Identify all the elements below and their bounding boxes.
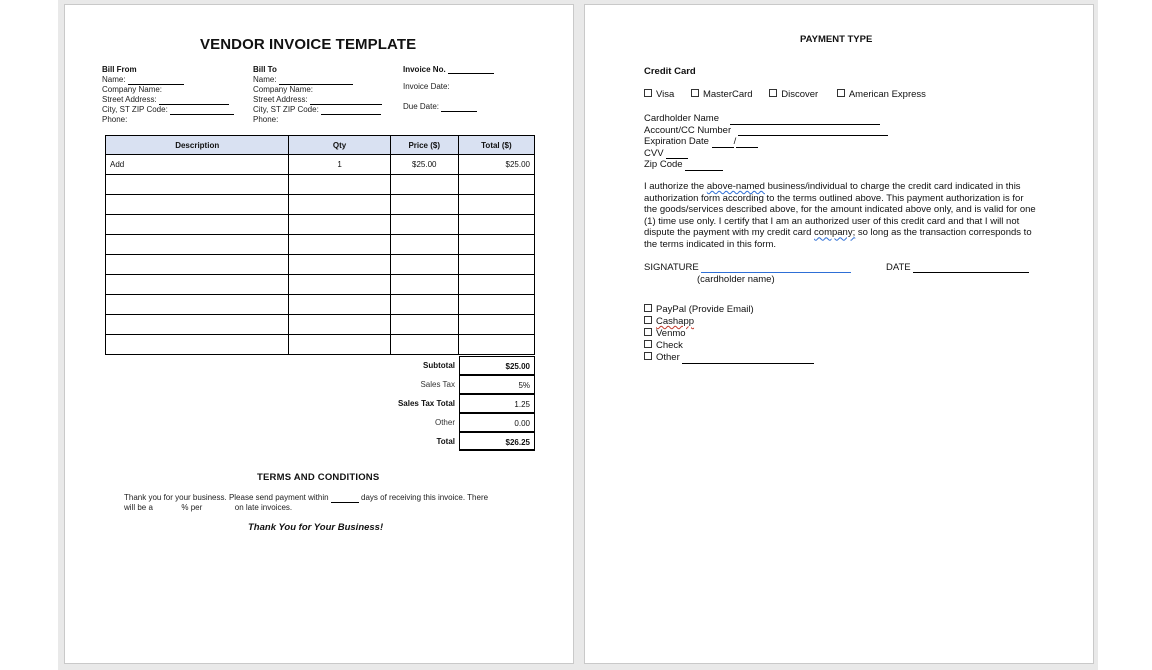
cashapp-option[interactable] <box>644 316 814 328</box>
table-row <box>106 155 535 175</box>
table-row <box>106 195 535 215</box>
bill-from-name-field[interactable] <box>128 76 184 85</box>
item-description-cell[interactable] <box>106 255 289 275</box>
bill-from-phone-label: Phone: <box>102 115 128 124</box>
expiration-year-field[interactable] <box>736 139 758 148</box>
cashapp-label: Cashapp <box>656 316 695 327</box>
item-price-cell[interactable]: $25.00 <box>390 155 458 175</box>
bill-to-name-field[interactable] <box>279 76 353 85</box>
sales-tax-total-row <box>365 394 535 413</box>
table-row <box>106 255 535 275</box>
header-qty: Qty <box>289 136 390 155</box>
table-row <box>106 295 535 315</box>
paypal-checkbox[interactable] <box>644 304 652 312</box>
terms-text-1b: days of receiving this invoice. There <box>361 493 489 502</box>
item-description-cell[interactable] <box>106 235 289 255</box>
item-total-cell[interactable] <box>458 235 534 255</box>
item-price-cell[interactable] <box>390 315 458 335</box>
other-row <box>365 413 535 432</box>
sales-tax-value[interactable]: 5% <box>459 375 535 394</box>
terms-text-1a: Thank you for your business. Please send payment within <box>124 493 329 502</box>
bill-to-street-field[interactable] <box>310 96 382 105</box>
item-qty-cell[interactable] <box>289 315 390 335</box>
expiration-month-field[interactable] <box>712 139 734 148</box>
bill-to-name-label: Name: <box>253 75 277 84</box>
item-description-cell[interactable] <box>106 175 289 195</box>
terms-line-1 <box>124 493 488 503</box>
mastercard-checkbox[interactable] <box>691 89 699 97</box>
item-total-cell[interactable] <box>458 335 534 355</box>
venmo-checkbox[interactable] <box>644 328 652 336</box>
bill-from-heading: Bill From <box>102 65 137 74</box>
card-type-options <box>644 89 926 100</box>
bill-to-city-field[interactable] <box>321 106 381 115</box>
bill-to-city-label: City, ST ZIP Code: <box>253 105 319 114</box>
discover-checkbox[interactable] <box>769 89 777 97</box>
bill-from-street-field[interactable] <box>159 96 229 105</box>
visa-checkbox[interactable] <box>644 89 652 97</box>
item-total-cell[interactable]: $25.00 <box>458 155 534 175</box>
table-row <box>106 175 535 195</box>
item-total-cell[interactable] <box>458 215 534 235</box>
header-description: Description <box>106 136 289 155</box>
sales-tax-total-label: Sales Tax Total <box>397 399 455 408</box>
credit-card-heading: Credit Card <box>644 66 696 77</box>
bill-to-company-label: Company Name: <box>253 85 314 94</box>
item-description-cell[interactable] <box>106 315 289 335</box>
item-qty-cell[interactable] <box>289 295 390 315</box>
invoice-no-label: Invoice No. <box>403 65 446 74</box>
item-description-cell[interactable] <box>106 215 289 235</box>
bill-to-street-label: Street Address: <box>253 95 308 104</box>
bill-from-city-label: City, ST ZIP Code: <box>102 105 168 114</box>
authorization-text-2: business/individual to charge the credit card indicated in this authorization form according to the terms outlined above. This payment authorization is for the goods/services described above, for the amount indicated above only, and is valid for one (1) time use only. I certify that I am an authorized user of this credit card and that I will not dispute the payment with my credit card <box>644 181 1036 239</box>
item-total-cell[interactable] <box>458 255 534 275</box>
sales-tax-total-value[interactable]: 1.25 <box>459 394 535 413</box>
paypal-label: PayPal (Provide Email) <box>656 304 754 315</box>
account-label: Account/CC Number <box>644 124 732 136</box>
amex-label: American Express <box>848 89 926 100</box>
total-value[interactable]: $26.25 <box>459 432 535 451</box>
authorization-text-3: so long as the transaction corresponds to the terms indicated in this form. <box>644 227 1032 250</box>
account-field[interactable] <box>738 127 888 136</box>
check-option[interactable] <box>644 340 814 352</box>
terms-text-2c: on late invoices. <box>234 503 293 512</box>
venmo-option[interactable] <box>644 328 814 340</box>
cardholder-field[interactable] <box>730 116 880 125</box>
item-qty-cell[interactable] <box>289 255 390 275</box>
item-total-cell[interactable] <box>458 175 534 195</box>
sales-tax-row <box>365 375 535 394</box>
invoice-items-table <box>105 135 535 355</box>
item-qty-cell[interactable] <box>289 215 390 235</box>
item-description-cell[interactable] <box>106 275 289 295</box>
bill-from-city-field[interactable] <box>170 106 234 115</box>
subtotal-row <box>365 356 535 375</box>
item-description-cell[interactable] <box>106 195 289 215</box>
zip-label: Zip Code <box>644 159 683 170</box>
authorization-text-flagged-1: above-named <box>706 181 765 192</box>
invoice-no-field[interactable] <box>448 65 494 74</box>
other-value[interactable]: 0.00 <box>459 413 535 432</box>
mastercard-label: MasterCard <box>702 89 753 100</box>
item-qty-cell[interactable] <box>289 275 390 295</box>
signature-field[interactable] <box>701 264 851 273</box>
table-row <box>106 275 535 295</box>
date-label: DATE <box>886 262 911 273</box>
due-date-field[interactable] <box>441 103 477 112</box>
table-row <box>106 335 535 355</box>
cvv-label: CVV <box>644 147 664 159</box>
bill-from-block <box>102 65 234 125</box>
card-fields: Cardholder Name Account/CC Number Expiration Date / CVV Zip Code <box>644 113 888 171</box>
item-price-cell[interactable] <box>390 295 458 315</box>
other-payment-field[interactable] <box>682 355 814 364</box>
item-qty-cell[interactable]: 1 <box>289 155 390 175</box>
item-price-cell[interactable] <box>390 255 458 275</box>
bill-to-phone-label: Phone: <box>253 115 279 124</box>
paypal-option[interactable] <box>644 304 814 316</box>
item-price-cell[interactable] <box>390 175 458 195</box>
authorization-text-1: I authorize the <box>644 181 707 192</box>
due-date-label: Due Date: <box>403 102 440 111</box>
item-qty-cell[interactable] <box>289 195 390 215</box>
expiration-label: Expiration Date <box>644 136 709 147</box>
venmo-label: Venmo <box>656 328 686 339</box>
bill-from-name-label: Name: <box>102 75 126 84</box>
discover-label: Discover <box>781 89 819 100</box>
item-description-cell[interactable] <box>106 295 289 315</box>
total-label: Total <box>436 437 455 446</box>
terms-line-2 <box>124 503 292 513</box>
visa-option[interactable] <box>644 89 674 100</box>
cashapp-checkbox[interactable] <box>644 316 652 324</box>
invoice-page <box>64 4 574 664</box>
zip-field[interactable] <box>685 162 723 171</box>
item-total-cell[interactable] <box>458 195 534 215</box>
check-checkbox[interactable] <box>644 340 652 348</box>
terms-text-2a: will be a <box>124 503 153 512</box>
item-description-cell[interactable] <box>106 335 289 355</box>
cvv-field[interactable] <box>666 150 688 159</box>
table-row <box>106 215 535 235</box>
header-total: Total ($) <box>458 136 534 155</box>
item-price-cell[interactable] <box>390 275 458 295</box>
other-payment-options <box>644 304 814 364</box>
subtotal-value[interactable]: $25.00 <box>459 356 535 375</box>
signature-label: SIGNATURE <box>644 262 699 273</box>
other-label: Other <box>656 352 680 363</box>
terms-text-2b: % per <box>181 503 203 512</box>
item-description-cell[interactable]: Add <box>106 155 289 175</box>
amex-option[interactable] <box>837 89 926 100</box>
date-field[interactable] <box>913 264 1029 273</box>
visa-label: Visa <box>656 89 675 100</box>
header-price: Price ($) <box>390 136 458 155</box>
invoice-meta-block <box>403 65 494 112</box>
table-row <box>106 315 535 335</box>
invoice-title: VENDOR INVOICE TEMPLATE <box>200 36 417 53</box>
item-total-cell[interactable] <box>458 315 534 335</box>
item-qty-cell[interactable] <box>289 175 390 195</box>
payment-days-field[interactable] <box>331 494 359 503</box>
date-line <box>886 262 1029 273</box>
bill-to-heading: Bill To <box>253 65 277 74</box>
terms-heading: TERMS AND CONDITIONS <box>257 472 380 483</box>
thank-you-note: Thank You for Your Business! <box>248 522 384 533</box>
item-total-cell[interactable] <box>458 275 534 295</box>
amex-checkbox[interactable] <box>837 89 845 97</box>
item-price-cell[interactable] <box>390 195 458 215</box>
bill-to-block <box>253 65 382 125</box>
item-qty-cell[interactable] <box>289 235 390 255</box>
cardholder-name-note: (cardholder name) <box>697 274 775 285</box>
other-checkbox[interactable] <box>644 352 652 360</box>
bill-from-street-label: Street Address: <box>102 95 157 104</box>
other-option[interactable] <box>644 352 814 364</box>
total-row <box>365 432 535 451</box>
sales-tax-label: Sales Tax <box>420 380 455 389</box>
item-price-cell[interactable] <box>390 335 458 355</box>
table-row <box>106 235 535 255</box>
cardholder-label: Cardholder Name <box>644 113 719 124</box>
discover-option[interactable] <box>769 89 818 100</box>
authorization-text-flagged-2: company; <box>814 227 856 239</box>
other-label: Other <box>434 418 455 427</box>
check-label: Check <box>656 340 683 351</box>
item-price-cell[interactable] <box>390 235 458 255</box>
payment-type-title: PAYMENT TYPE <box>800 34 873 45</box>
authorization-paragraph <box>644 181 1039 251</box>
invoice-date-label: Invoice Date: <box>403 82 450 91</box>
item-qty-cell[interactable] <box>289 335 390 355</box>
signature-line <box>644 262 851 273</box>
payment-page <box>584 4 1094 664</box>
mastercard-option[interactable] <box>691 89 753 100</box>
item-price-cell[interactable] <box>390 215 458 235</box>
item-total-cell[interactable] <box>458 295 534 315</box>
bill-from-company-label: Company Name: <box>102 85 163 94</box>
subtotal-label: Subtotal <box>423 361 455 370</box>
